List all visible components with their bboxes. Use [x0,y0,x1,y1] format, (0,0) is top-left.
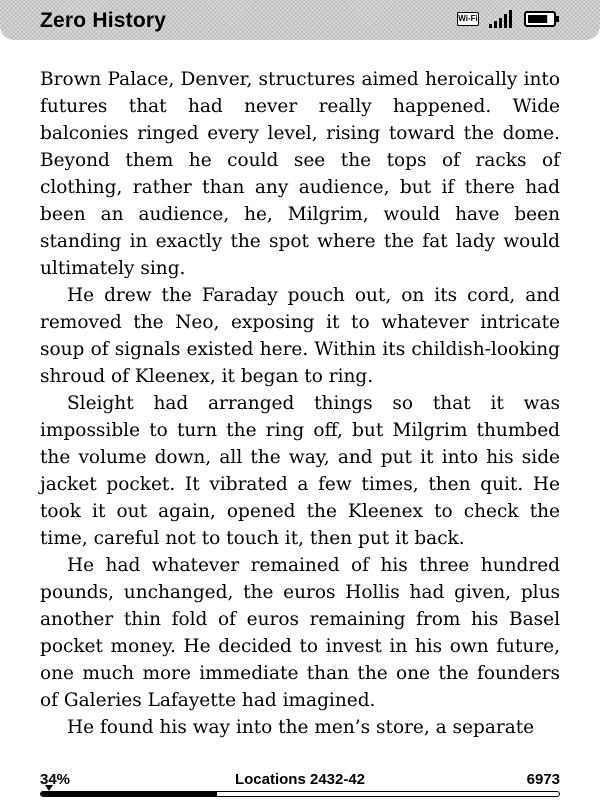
reading-progress-bar[interactable] [40,791,560,797]
paragraph: He found his way into the men’s store, a separate [67,717,535,738]
signal-bar-1 [489,24,492,28]
battery-fill [528,15,547,23]
paragraph: Brown Palace, Denver, structures aimed heroically into futures that had never really happened. Wide balconies ringed every level, rising toward the dome. Beyond them he could see the tops of racks of clothing, rather than any audience, but if there had been an audience, he, Milgrim, would have been standing in exactly the spot where the fat lady would ultimately sing. [40,69,560,279]
book-page-text [40,66,560,741]
paragraph: He had whatever remained of his three hundred pounds, unchanged, the euros Hollis had given, plus another thin fold of euros remaining from his Basel pocket money. He decided to invest in his own future, one much more immediate than the one the founders of Galeries Lafayette had imagined. [40,555,560,711]
signal-bar-3 [499,18,502,28]
signal-bar-4 [504,14,507,28]
battery-icon [524,11,560,27]
reading-progress-fill [41,792,217,796]
paragraph: Sleight had arranged things so that it was impossible to turn the ring off, but Milgrim thumbed the volume down, all the way, and put it into his side jacket pocket. It vibrated a few times, then quit. He took it out again, opened the Kleenex to check the time, careful not to touch it, then put it back. [40,393,560,549]
signal-bar-2 [494,21,497,28]
wifi-label: Wi-Fi [458,14,478,23]
book-title: Zero History [40,9,167,32]
wifi-icon [457,12,479,26]
progress-percent: 34% [40,771,71,788]
title-bar [0,0,600,40]
paragraph: He drew the Faraday pouch out, on its cord, and removed the Neo, exposing it to whatever intricate soup of signals existed here. Within its childish-looking shroud of Kleenex, it began to ring. [40,285,560,387]
signal-bar-5 [509,10,512,28]
reading-status-bar [40,770,560,790]
total-locations: 6973 [526,771,560,788]
location-range: Locations 2432-42 [234,771,366,788]
signal-strength-icon [488,9,516,29]
